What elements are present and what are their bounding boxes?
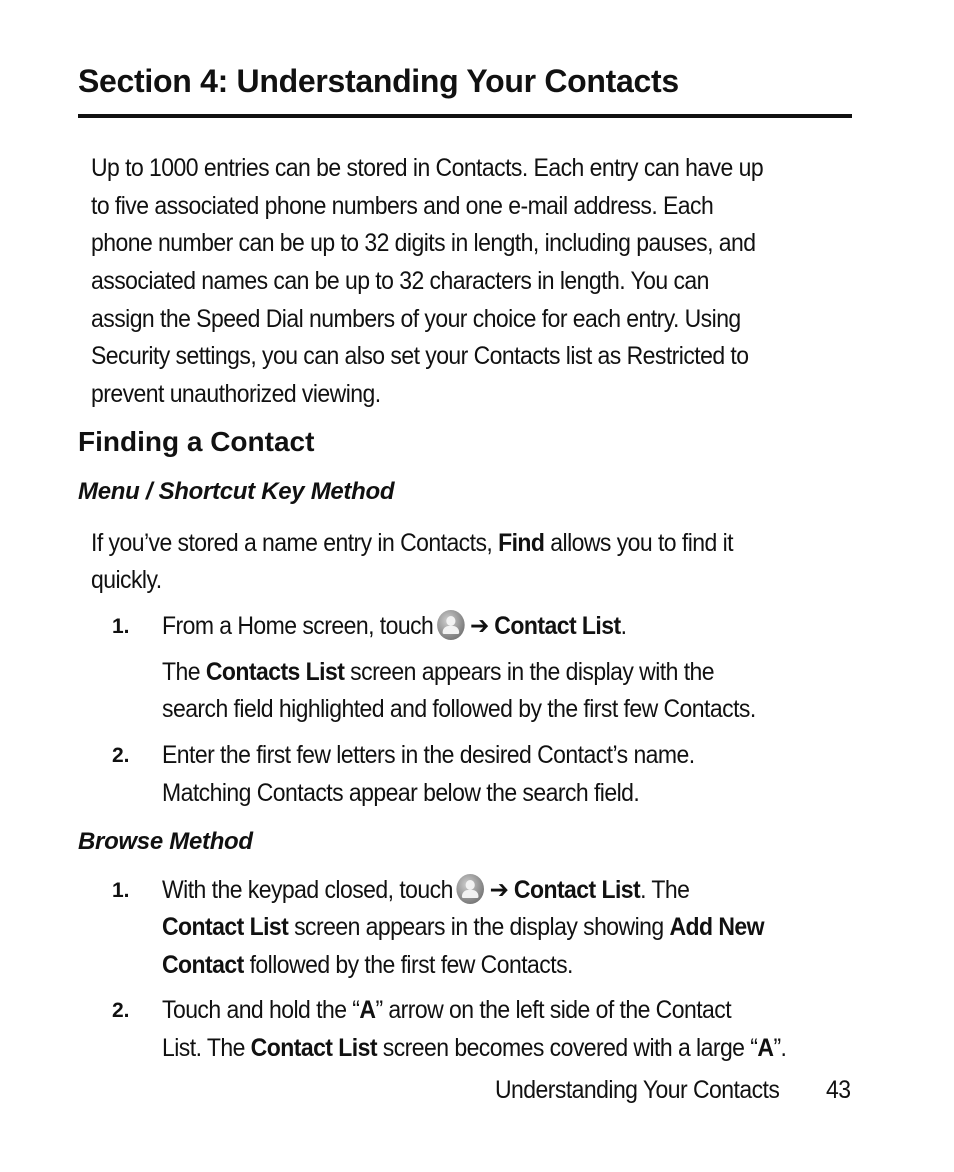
page-number: 43 [826,1076,851,1104]
intro-line: Up to 1000 entries can be stored in Contacts. Each entry can have up [91,154,764,182]
footer-title: Understanding Your Contacts [495,1076,780,1104]
step-number: 1. [112,879,130,902]
contacts-icon [457,874,485,904]
contacts-icon [437,610,465,640]
menu-step1-detail: The Contacts List screen appears in the display with the [162,658,715,686]
menu-method-heading: Menu / Shortcut Key Method [78,478,395,505]
menu-step1-line: From a Home screen, touch ➔ Contact List. [162,612,627,640]
finding-heading: Finding a Contact [78,426,315,457]
section-title: Section 4: Understanding Your Contacts [78,63,679,99]
step-number: 2. [112,744,130,767]
step-number: 2. [112,999,130,1022]
intro-line: assign the Speed Dial numbers of your choice for each entry. Using [91,305,741,333]
find-term: Find [498,529,545,557]
arrow-icon: ➔ [470,612,489,640]
intro-line: to five associated phone numbers and one e-mail address. Each [91,192,714,220]
menu-step1-detail: search field highlighted and followed by the first few Contacts. [162,695,756,723]
intro-line: Security settings, you can also set your Contacts list as Restricted to [91,342,749,370]
intro-line: phone number can be up to 32 digits in length, including pauses, and [91,229,756,257]
step-number: 1. [112,615,130,638]
browse-step1-line: Contact followed by the first few Contacts. [162,951,573,979]
browse-step1-line: With the keypad closed, touch ➔ Contact List. The [162,876,690,904]
menu-step2-line: Matching Contacts appear below the search field. [162,779,640,807]
browse-step1-line: Contact List screen appears in the display showing Add New [162,913,765,941]
browse-step2-line: List. The Contact List screen becomes covered with a large “A”. [162,1034,787,1062]
menu-intro-line: If you’ve stored a name entry in Contacts, Find allows you to find it [91,529,734,557]
menu-intro-line: quickly. [91,566,162,594]
intro-line: prevent unauthorized viewing. [91,380,381,408]
arrow-icon: ➔ [489,876,509,904]
browse-step2-line: Touch and hold the “A” arrow on the left side of the Contact [162,996,732,1024]
menu-step2-line: Enter the first few letters in the desired Contact’s name. [162,741,695,769]
title-rule [78,114,852,118]
browse-method-heading: Browse Method [78,828,253,855]
intro-line: associated names can be up to 32 characters in length. You can [91,267,709,295]
